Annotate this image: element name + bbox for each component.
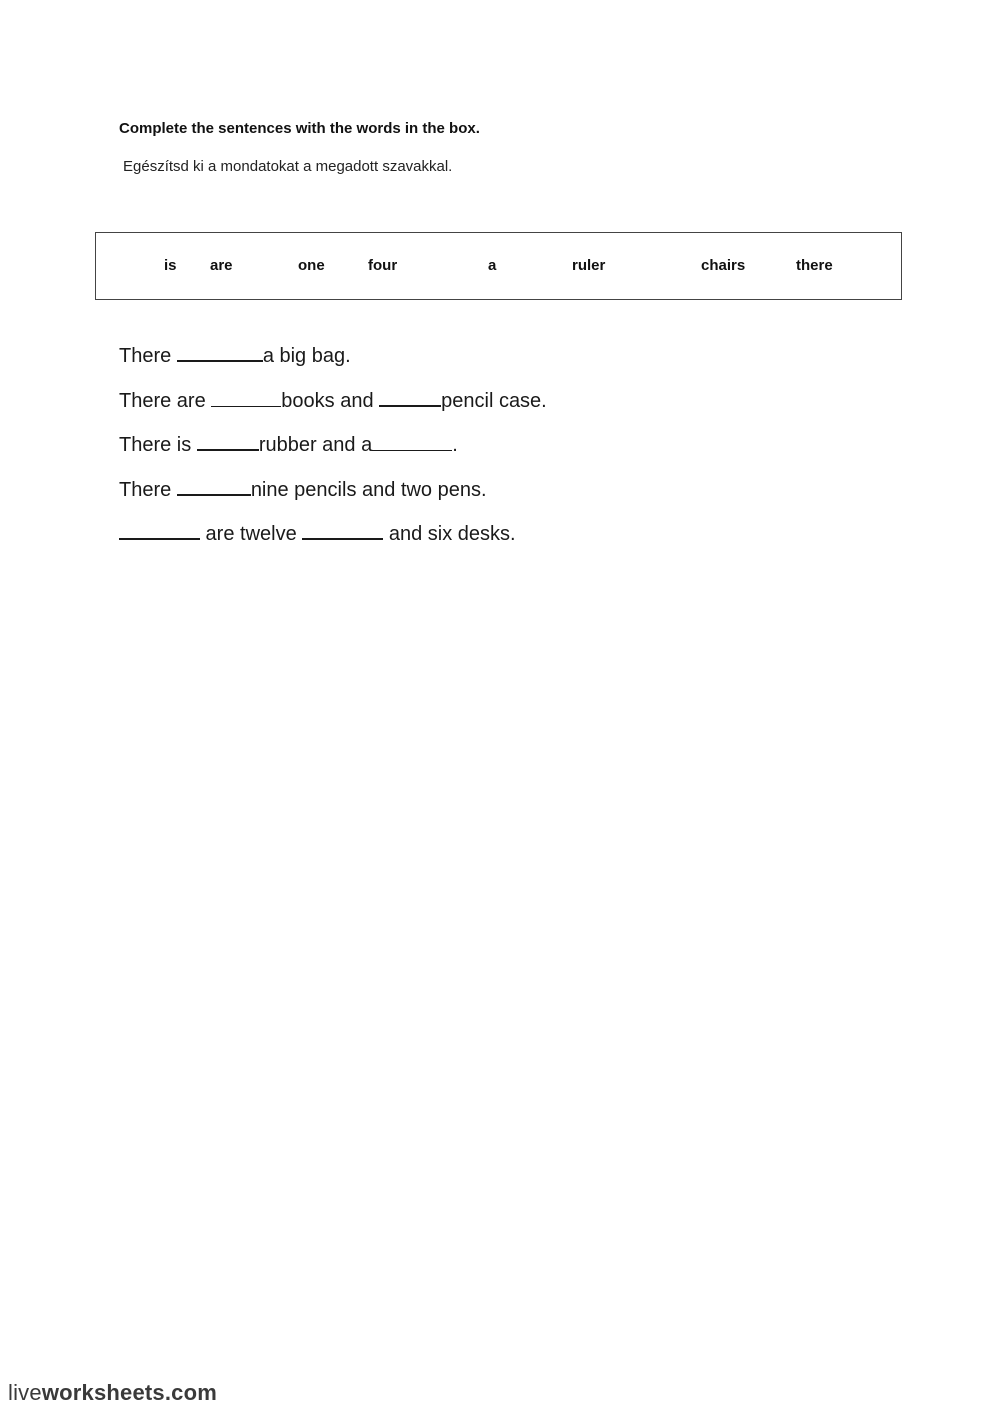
- answer-blank[interactable]: [197, 429, 259, 451]
- sentence-2: [119, 385, 819, 430]
- sentence-list: [119, 340, 819, 563]
- sentence-text: a big bag.: [262, 345, 351, 367]
- sentence-1: [119, 340, 819, 385]
- sentence-text: books and: [281, 389, 380, 412]
- answer-blank[interactable]: [372, 430, 452, 451]
- word-box: [95, 232, 902, 300]
- logo-light-text: live: [8, 1380, 42, 1405]
- word-there: there: [796, 257, 833, 274]
- sentence-text: and six desks.: [383, 523, 516, 545]
- sentence-text: nine pencils and two pens.: [250, 478, 487, 501]
- word-a: a: [488, 257, 497, 274]
- word-are: are: [210, 257, 233, 274]
- word-ruler: ruler: [572, 257, 606, 274]
- word-one: one: [298, 257, 325, 274]
- answer-blank[interactable]: [177, 474, 251, 496]
- answer-blank[interactable]: [177, 340, 263, 362]
- instruction-english: Complete the sentences with the words in the box.: [119, 120, 480, 137]
- sentence-text: are twelve: [200, 523, 303, 545]
- sentence-text: There: [119, 345, 177, 367]
- word-chairs: chairs: [701, 257, 746, 274]
- answer-blank[interactable]: [379, 385, 441, 407]
- sentence-4: [119, 474, 819, 519]
- answer-blank[interactable]: [302, 518, 383, 540]
- answer-blank[interactable]: [211, 386, 281, 407]
- liveworksheets-logo: [8, 1380, 217, 1406]
- sentence-text: rubber and a: [258, 434, 373, 456]
- word-four: four: [368, 257, 398, 274]
- word-is: is: [164, 257, 177, 274]
- sentence-5: [119, 518, 819, 563]
- sentence-text: pencil case.: [441, 389, 547, 412]
- sentence-text: There is: [119, 434, 197, 456]
- sentence-3: [119, 429, 819, 474]
- logo-suffix-text: .com: [164, 1380, 218, 1405]
- logo-bold-text: worksheets: [41, 1380, 165, 1405]
- sentence-text: .: [452, 434, 458, 456]
- instruction-hungarian: Egészítsd ki a mondatokat a megadott szavakkal.: [123, 158, 453, 175]
- sentence-text: There are: [119, 389, 212, 412]
- sentence-text: There: [119, 478, 177, 501]
- answer-blank[interactable]: [119, 518, 200, 540]
